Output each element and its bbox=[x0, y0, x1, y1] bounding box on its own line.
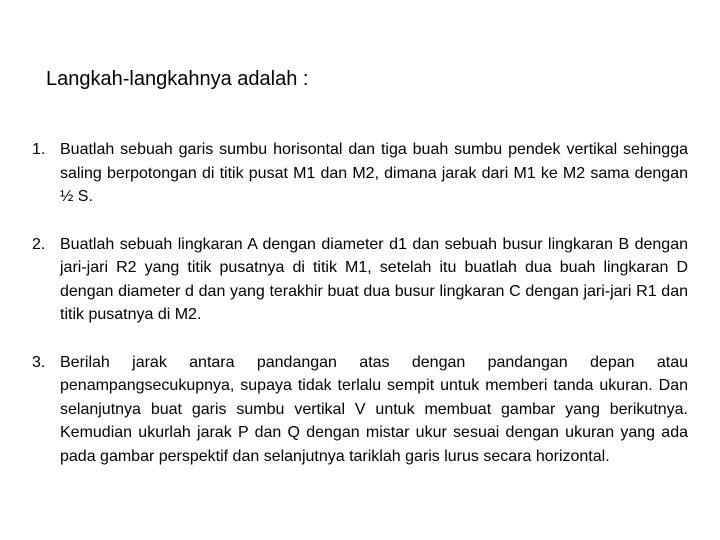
step-item bbox=[32, 351, 688, 469]
step-text: Buatlah sebuah garis sumbu horisontal dan tiga buah sumbu pendek vertikal sehingga saling berpotongan di titik pusat M1 dan M2, dimana jarak dari M1 ke M2 sama dengan ½ S. bbox=[60, 141, 688, 205]
step-number: 1. bbox=[32, 141, 46, 158]
step-text: Buatlah sebuah lingkaran A dengan diameter d1 dan sebuah busur lingkaran B dengan jari-jari R2 yang titik pusatnya di titik M1, setelah itu buatlah dua buah lingkaran D dengan diameter d dan yang terakhir buat dua busur lingkaran C dengan jari-jari R1 dan titik pusatnya di M2. bbox=[60, 235, 688, 323]
steps-list bbox=[32, 138, 688, 468]
step-text: Berilah jarak antara pandangan atas dengan pandangan depan atau penampangsecukupnya, supaya tidak terlalu sempit untuk memberi tanda ukuran. Dan selanjutnya buat garis sumbu vertikal V untuk membuat gambar yang berikutnya. Kemudian ukurlah jarak P dan Q dengan mistar ukur sesuai dengan ukuran yang ada pada gambar perspektif dan selanjutnya tariklah garis lurus secara horizontal. bbox=[60, 353, 688, 465]
step-number: 2. bbox=[32, 235, 46, 253]
slide-heading: Langkah-langkahnya adalah : bbox=[46, 68, 309, 90]
step-item bbox=[32, 233, 688, 327]
step-item bbox=[32, 138, 688, 209]
step-number: 3. bbox=[32, 353, 46, 371]
